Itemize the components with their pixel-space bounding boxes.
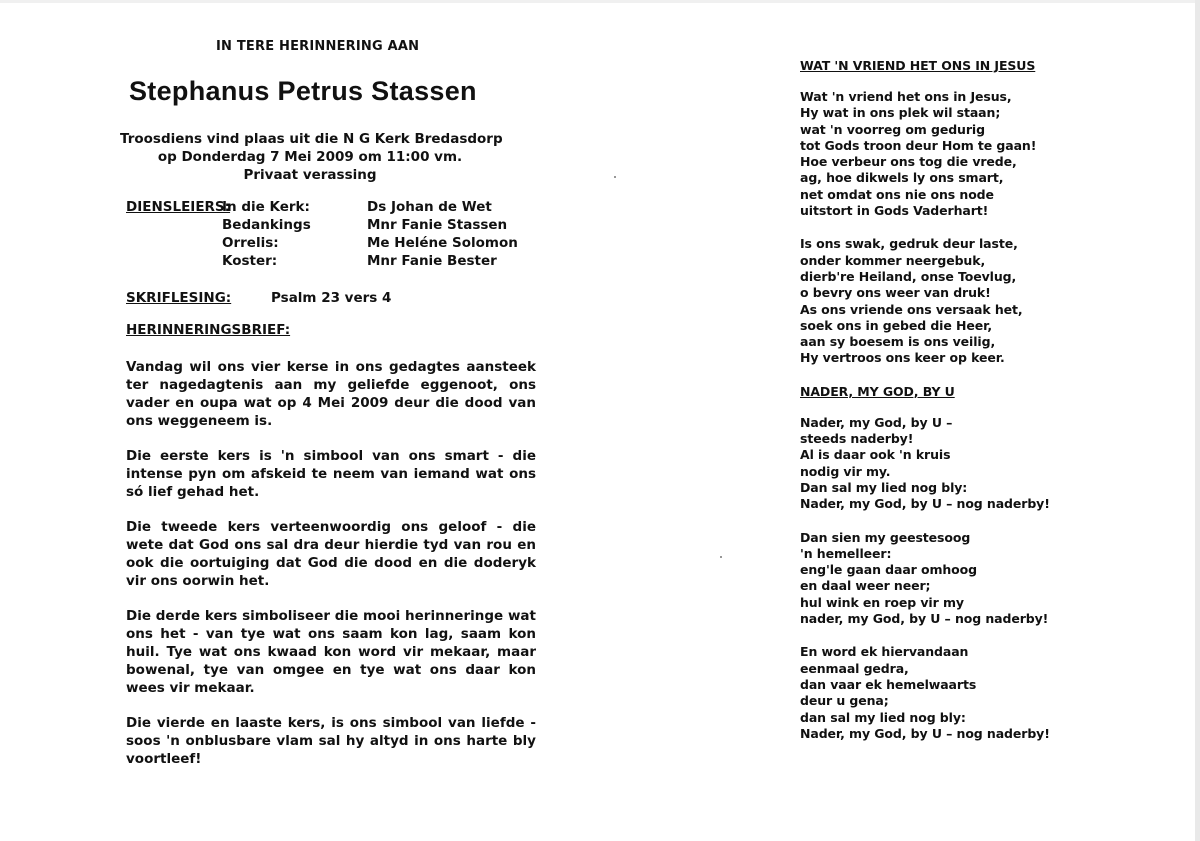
deceased-name: Stephanus Petrus Stassen: [129, 76, 477, 106]
hymn-line: wat 'n voorreg om gedurig: [800, 121, 985, 137]
hymn-line: hul wink en roep vir my: [800, 594, 964, 610]
hymn-line: Nader, my God, by U –: [800, 414, 953, 430]
leader-role: In die Kerk:: [222, 199, 310, 215]
hymn-line: tot Gods troon deur Hom te gaan!: [800, 137, 1037, 153]
cremation-note: Privaat verassing: [243, 167, 377, 183]
hymn-stanza: [800, 530, 1060, 628]
hymn-line: aan sy boesem is ons veilig,: [800, 334, 996, 350]
hymn-stanza: [800, 644, 1060, 742]
hymn-line: Is ons swak, gedruk deur laste,: [800, 236, 1018, 252]
hymn-line: dan sal my lied nog bly:: [800, 709, 966, 725]
hymn-line: deur u gena;: [800, 693, 889, 709]
memorial-letter-title: HERINNERINGSBRIEF:: [126, 322, 291, 338]
hymn-line: Dan sal my lied nog bly:: [800, 479, 968, 495]
in-memory-heading: IN TERE HERINNERING AAN: [216, 39, 420, 54]
scripture-reading-label: SKRIFLESING:: [126, 290, 232, 306]
hymn-stanza: [800, 236, 1060, 366]
hymn-line: Dan sien my geestesoog: [800, 529, 971, 545]
hymn-line: 'n hemelleer:: [800, 545, 892, 561]
hymn-line: Hy vertroos ons keer op keer.: [800, 350, 1005, 366]
hymn-line: Al is daar ook 'n kruis: [800, 447, 951, 463]
letter-paragraph: Die eerste kers is 'n simbool van ons smart - die intense pyn om afskeid te neem van iemand wat ons só lief gehad het.: [126, 448, 536, 500]
hymn-line: soek ons in gebed die Heer,: [800, 317, 992, 333]
scripture-reading-value: Psalm 23 vers 4: [271, 290, 392, 306]
leader-role: Bedankings: [222, 217, 311, 233]
leader-role: Orrelis:: [222, 235, 279, 251]
letter-paragraph: Die derde kers simboliseer die mooi herinneringe wat ons het - van tye wat ons saam kon lag, saam kon huil. Tye wat ons kwaad kon word vir mekaar, maar bowenal, tye van omgee en tye wat ons daar kon wees vir mekaar.: [126, 608, 536, 696]
hymn-line: Hy wat in ons plek wil staan;: [800, 105, 1001, 121]
service-details: [120, 130, 503, 184]
hymn-line: eenmaal gedra,: [800, 660, 909, 676]
hymn-stanza: [800, 89, 1060, 219]
hymn-line: Hoe verbeur ons tog die vrede,: [800, 154, 1017, 170]
hymn-line: Nader, my God, by U – nog naderby!: [800, 496, 1050, 512]
hymn-line: dierb're Heiland, onse Toevlug,: [800, 268, 1017, 284]
hymn-line: nodig vir my.: [800, 463, 891, 479]
leader-person: Me Heléne Solomon: [367, 235, 518, 251]
leader-role: Koster:: [222, 253, 278, 269]
hymns-column: [800, 58, 1060, 759]
hymn-stanza: [800, 415, 1060, 513]
hymn-line: Nader, my God, by U – nog naderby!: [800, 725, 1050, 741]
service-location: Troosdiens vind plaas uit die N G Kerk Bredasdorp: [120, 131, 503, 147]
letter-paragraph: Die tweede kers verteenwoordig ons geloof - die wete dat God ons sal dra deur hierdie tyd van rou en ook die oortuiging dat God die dood en die doderyk vir ons oorwin het.: [126, 519, 536, 589]
service-date-time: op Donderdag 7 Mei 2009 om 11:00 vm.: [157, 149, 463, 165]
hymn-line: net omdat ons nie ons node: [800, 186, 994, 202]
hymn-line: uitstort in Gods Vaderhart!: [800, 203, 989, 219]
hymn-line: En word ek hiervandaan: [800, 644, 969, 660]
hymn-line: dan vaar ek hemelwaarts: [800, 676, 977, 692]
letter-paragraph: Die vierde en laaste kers, is ons simbool van liefde - soos 'n onblusbare vlam sal hy altyd in ons harte bly voortleef!: [126, 715, 536, 767]
hymn-line: en daal weer neer;: [800, 578, 931, 594]
hymn-title: WAT 'N VRIEND HET ONS IN JESUS: [800, 58, 1036, 73]
leader-person: Mnr Fanie Bester: [367, 253, 497, 269]
leader-person: Ds Johan de Wet: [367, 199, 492, 215]
leader-person: Mnr Fanie Stassen: [367, 217, 508, 233]
hymn-line: As ons vriende ons versaak het,: [800, 301, 1023, 317]
paper-speck: [614, 176, 616, 178]
paper-right-edge: [1195, 0, 1200, 841]
hymn-line: nader, my God, by U – nog naderby!: [800, 611, 1049, 627]
hymn-line: onder kommer neergebuk,: [800, 252, 986, 268]
hymn-nearer-my-god: [800, 384, 1060, 742]
hymn-title: NADER, MY GOD, BY U: [800, 383, 955, 399]
memorial-letter: [126, 358, 536, 785]
hymn-line: steeds naderby!: [800, 431, 914, 447]
letter-paragraph: Vandag wil ons vier kerse in ons gedagtes aansteek ter nagedagtenis aan my geliefde eggenoot, ons vader en oupa wat op 4 Mei 2009 deur die dood van ons weggeneem is.: [126, 359, 536, 429]
hymn-line: eng'le gaan daar omhoog: [800, 562, 978, 578]
paper-top-edge: [0, 0, 1200, 3]
scripture-reading: [126, 290, 392, 306]
service-leaders-label: DIENSLEIERS:: [126, 199, 231, 215]
hymn-line: o bevry ons weer van druk!: [800, 285, 991, 301]
hymn-line: ag, hoe dikwels ly ons smart,: [800, 170, 1004, 186]
hymn-what-a-friend: [800, 58, 1060, 367]
paper-speck: [720, 556, 722, 558]
hymn-line: Wat 'n vriend het ons in Jesus,: [800, 89, 1012, 104]
